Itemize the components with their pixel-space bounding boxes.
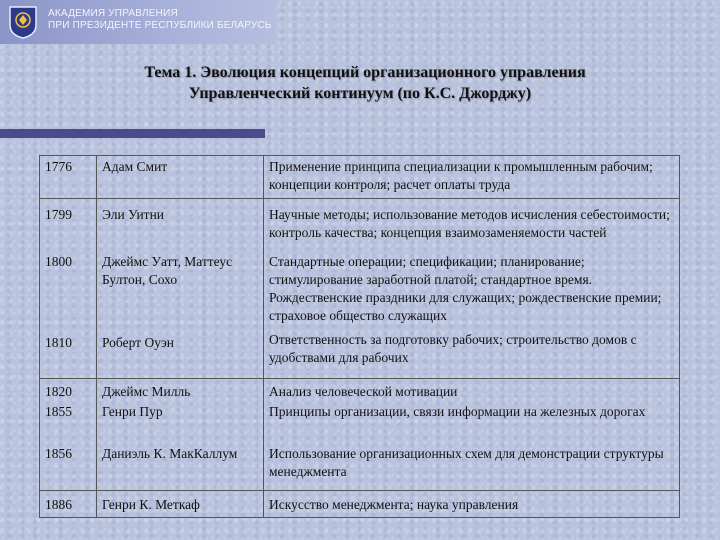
description-cell: Анализ человеческой мотивации xyxy=(264,379,680,403)
continuum-table xyxy=(39,155,680,518)
table-row xyxy=(40,253,680,331)
table-row xyxy=(40,443,680,491)
academy-emblem-icon xyxy=(8,5,38,39)
table-row xyxy=(40,379,680,403)
year-cell: 1799 xyxy=(40,199,97,253)
year-cell: 1776 xyxy=(40,156,97,199)
person-cell: Генри Пур xyxy=(97,403,264,443)
description-cell: Применение принципа специализации к промышленным рабочим; концепции контроля; расчет оплаты труда xyxy=(264,156,680,199)
year-cell: 1886 xyxy=(40,491,97,518)
description-cell: Научные методы; использование методов исчисления себестоимости; контроль качества; концепция взаимозаменяемости частей xyxy=(264,199,680,253)
org-line-1: АКАДЕМИЯ УПРАВЛЕНИЯ xyxy=(48,8,178,19)
person-cell: Роберт Оуэн xyxy=(97,331,264,379)
slide-title xyxy=(0,62,720,104)
table-row xyxy=(40,199,680,253)
description-cell: Стандартные операции; спецификации; планирование; стимулирование заработной платой; стандартное время. Рождественские праздники для служащих; рождественские премии; страховое общество служащих xyxy=(264,253,680,331)
description-cell: Ответственность за подготовку рабочих; строительство домов с удобствами для рабочих xyxy=(264,331,680,379)
header-band xyxy=(0,0,275,44)
table-row xyxy=(40,156,680,199)
year-cell: 1855 xyxy=(45,403,72,419)
title-line-1: Тема 1. Эволюция концепций организационного управления xyxy=(144,64,586,81)
year-cell: 1820 xyxy=(40,379,97,403)
table-row xyxy=(40,491,680,518)
accent-bar xyxy=(0,129,265,138)
year-cell: 1810 xyxy=(45,334,72,350)
organization-name xyxy=(48,8,272,32)
org-line-2: ПРИ ПРЕЗИДЕНТЕ РЕСПУБЛИКИ БЕЛАРУСЬ xyxy=(48,20,272,31)
person-cell: Эли Уитни xyxy=(97,199,264,253)
person-cell: Даниэль К. МакКаллум xyxy=(97,443,264,491)
title-line-2: Управленческий континуум (по К.С. Джорджу) xyxy=(188,85,532,102)
table-row xyxy=(40,403,680,443)
year-cell: 1800 xyxy=(45,253,72,269)
description-cell: Принципы организации, связи информации на железных дорогах xyxy=(264,403,680,443)
person-cell: Адам Смит xyxy=(97,156,264,199)
person-cell: Джеймс Уатт, Маттеус Бултон, Сохо xyxy=(97,253,264,331)
year-cell: 1856 xyxy=(45,445,72,461)
person-cell: Генри К. Меткаф xyxy=(97,491,264,518)
description-cell: Использование организационных схем для демонстрации структуры менеджмента xyxy=(264,443,680,491)
description-cell: Искусство менеджмента; наука управления xyxy=(264,491,680,518)
table-row xyxy=(40,331,680,379)
person-cell: Джеймс Милль xyxy=(97,379,264,403)
